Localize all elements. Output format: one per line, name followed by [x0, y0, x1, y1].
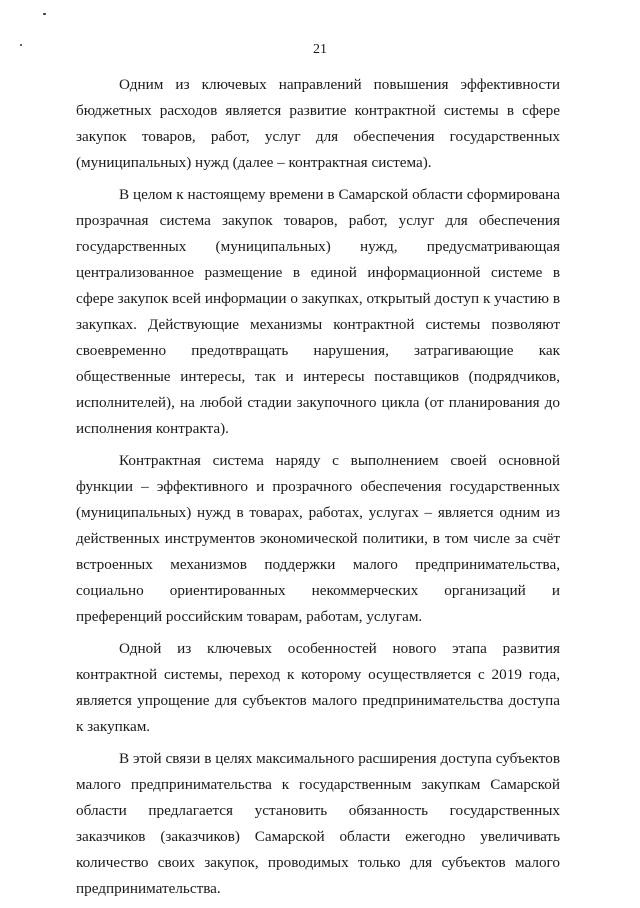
scan-speck [43, 13, 46, 15]
paragraph-economic-policy-instrument: Контрактная система наряду с выполнением своей основной функции – эффективного и прозрачного обеспечения государственных (муниципальных) нужд в товарах, работах, услугах – является одним из действенных инструментов экономической политики, в том числе за счёт встроенных механизмов поддержки малого предпринимательства, социально ориентированных некоммерческих организаций и преференций российским товарам, работам, услугам. [76, 452, 560, 625]
paragraph-new-stage-2019: Одной из ключевых особенностей нового этапа развития контрактной системы, переход к которому осуществляется с 2019 года, является упрощение для субъектов малого предпринимательства доступа к закупкам. [76, 640, 560, 735]
paragraph-small-business-access: В этой связи в целях максимального расширения доступа субъектов малого предпринимательства к государственным закупкам Самарской области предлагается установить обязанность государственных заказчиков (заказчиков) Самарской области ежегодно увеличивать количество своих закупок, проводимых только для субъектов малого предпринимательства. [76, 750, 560, 897]
page-number: 21 [313, 42, 327, 57]
paragraph-contract-system-development: Одним из ключевых направлений повышения эффективности бюджетных расходов является развитие контрактной системы в сфере закупок товаров, работ, услуг для обеспечения государственных (муниципальных) нужд (далее – контрактная система). [76, 76, 560, 171]
document-body [76, 72, 560, 908]
paragraph-samara-procurement-system: В целом к настоящему времени в Самарской области сформирована прозрачная система закупок товаров, работ, услуг для обеспечения государственных (муниципальных) нужд, предусматривающая централизованное размещение в единой информационной системе в сфере закупок всей информации о закупках, открытый доступ к участию в закупках. Действующие механизмы контрактной системы позволяют своевременно предотвращать нарушения, затрагивающие как общественные интересы, так и интересы поставщиков (подрядчиков, исполнителей), на любой стадии закупочного цикла (от планирования до исполнения контракта). [76, 186, 560, 437]
